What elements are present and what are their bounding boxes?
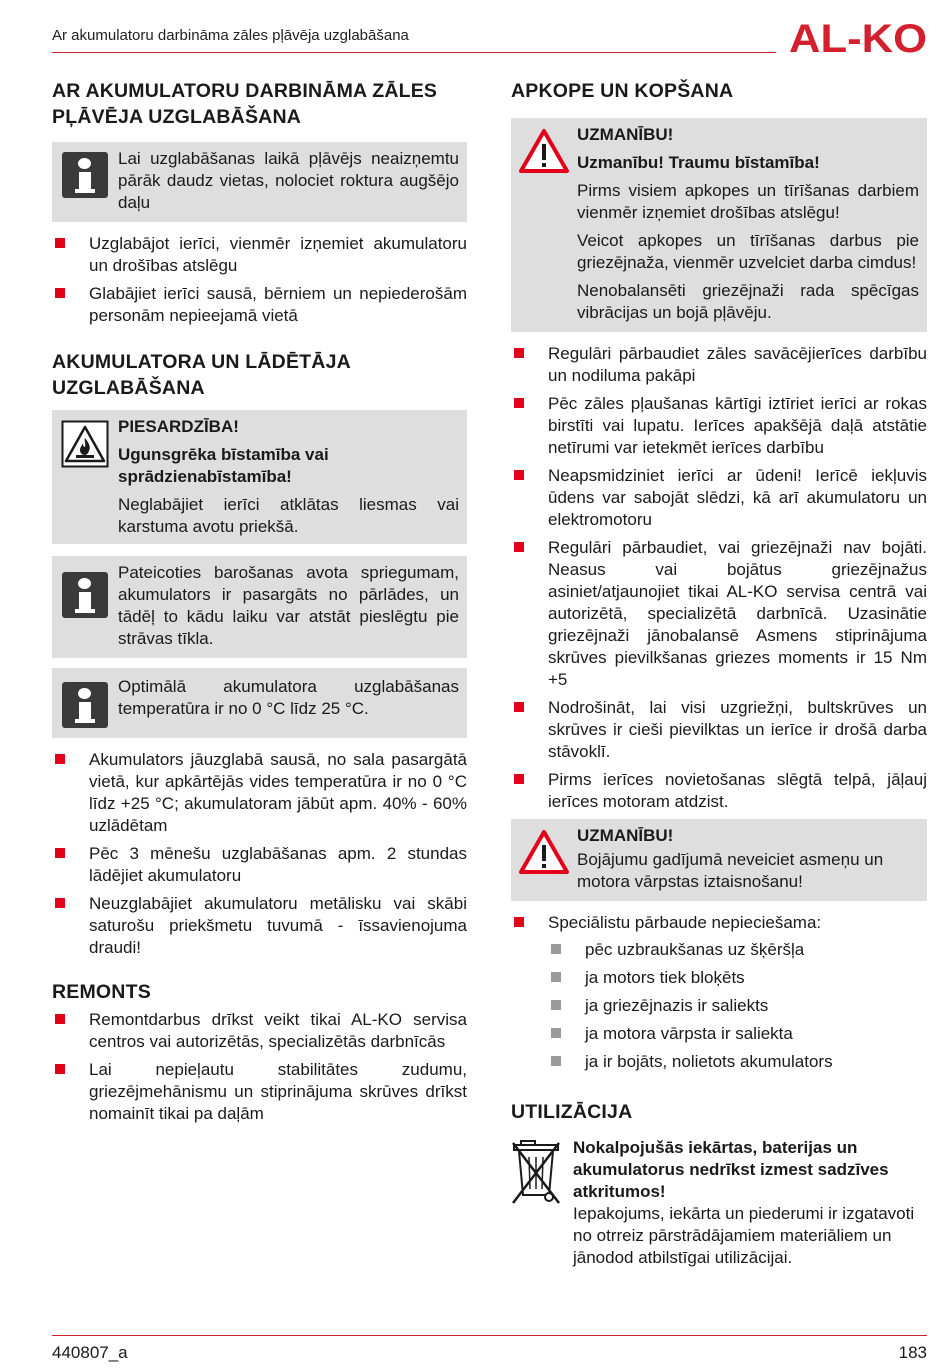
left-column (52, 78, 467, 1131)
battery-note-1: Pateicoties barošanas avota spriegumam, akumulators ir pasargāts no pārlādes, un tādēļ to kādu laiku var atstāt pieslēgtu pie strāvas tīkla. (118, 563, 459, 648)
disposal-warning: Nokalpojušās iekārtas, baterijas un akumulatorus nedrīkst izmest sadzīves atkritumos! (573, 1138, 889, 1201)
storage-heading: AR AKUMULATORU DARBINĀMA ZĀLES PĻĀVĒJA UZGLABĀŠANA (52, 80, 438, 128)
sub-list-item: ja motora vārpsta ir saliekta (548, 1023, 927, 1045)
warning-paragraph: Nenobalansēti griezējnaži rada spēcīgas vibrācijas un bojā pļāvēju. (577, 281, 919, 322)
doc-id: 440807_a (52, 1343, 128, 1362)
warning-paragraph: Pirms visiem apkopes un tīrīšanas darbiem vienmēr izņemiet drošības atslēgu! (577, 181, 919, 222)
battery-heading: AKUMULATORA UN LĀDĒTĀJA UZGLABĀŠANA (52, 351, 351, 399)
list-item: Pēc zāles pļaušanas kārtīgi iztīriet ierīci ar rokas birstīti vai lupatu. Ierīces apakšējā daļā atstātie netīrumi var ietekmēt ierīces darbību (511, 393, 927, 459)
warning2-text: Bojājumu gadījumā neveiciet asmeņu un motora vārpstas iztaisnošanu! (577, 850, 884, 891)
list-item: Pēc 3 mēnešu uzglabāšanas apm. 2 stundas lādējiet akumulatoru (52, 843, 467, 887)
disposal-text: Iepakojums, iekārta un piederumi ir izgatavoti no otrreiz pārstrādājamiem materiāliem un jānodod atbilstīgai utilizācijai. (573, 1204, 915, 1267)
list-item: Regulāri pārbaudiet, vai griezējnaži nav bojāti. Neasus vai bojātus griezējnažus asiniet/atjaunojiet tikai AL-KO servisa centrā vai autorizētā, specializētā darbnīcā. Uzasinātie griezējnaži jānobalansē Asmens stiprinājuma skrūves pievilkšanas griezes moments ir 15 Nm +5 (511, 537, 927, 691)
info-icon (62, 572, 108, 618)
header-divider (52, 52, 776, 53)
warning-box (511, 118, 927, 332)
maintenance-list (511, 343, 927, 813)
warning-triangle-icon (518, 128, 570, 174)
svg-text:AL-KO: AL-KO (789, 18, 927, 58)
list-item: Neuzglabājiet akumulatoru metālisku vai skābi saturošu priekšmetu tuvumā - īssavienojuma draudi! (52, 893, 467, 959)
warning-title: UZMANĪBU! (577, 125, 674, 144)
info-icon (62, 682, 108, 728)
list-item: Glabājiet ierīci sausā, bērniem un nepiederošām personām nepieejamā vietā (52, 283, 467, 327)
page-header-title: Ar akumulatoru darbināma zāles pļāvēja uzglabāšana (52, 27, 409, 44)
disposal-heading: UTILIZĀCIJA (511, 1101, 633, 1123)
crossed-bin-icon (511, 1137, 563, 1205)
list-item: Regulāri pārbaudiet zāles savācējierīces darbību un nodiluma pakāpi (511, 343, 927, 387)
sub-list-item: ja ir bojāts, nolietots akumulators (548, 1051, 927, 1073)
maintenance-heading: APKOPE UN KOPŠANA (511, 80, 734, 102)
alko-logo (789, 18, 927, 58)
sub-list-item: ja griezējnazis ir saliekts (548, 995, 927, 1017)
list-item: Lai nepieļautu stabilitātes zudumu, griezējmehānismu un stiprinājuma skrūves drīkst nomainīt tikai pa daļām (52, 1059, 467, 1125)
caution-text: Neglabājiet ierīci atklātas liesmas vai karstuma avotu priekšā. (118, 495, 459, 536)
caution-subtitle: Ugunsgrēka bīstamība vai sprādzienabīstamība! (118, 445, 329, 486)
specialist-sublist (548, 939, 927, 1073)
disposal-block (511, 1137, 927, 1269)
battery-info-box-2 (52, 668, 467, 738)
battery-note-2: Optimālā akumulatora uzglabāšanas temperatūra ir no 0 °C līdz 25 °C. (118, 677, 459, 718)
warning-box-2 (511, 819, 927, 901)
sub-list-item: pēc uzbraukšanas uz šķēršļa (548, 939, 927, 961)
list-item: Remontdarbus drīkst veikt tikai AL-KO servisa centros vai autorizētās, specializētās darbnīcās (52, 1009, 467, 1053)
list-item: Uzglabājot ierīci, vienmēr izņemiet akumulatoru un drošības atslēgu (52, 233, 467, 277)
battery-info-box-1 (52, 556, 467, 658)
info-icon (62, 152, 108, 198)
specialist-label: Speciālistu pārbaude nepieciešama: (548, 913, 822, 932)
specialist-item (511, 912, 927, 1073)
storage-list (52, 233, 467, 327)
list-item: Pirms ierīces novietošanas slēgtā telpā, jāļauj ierīces motoram atdzist. (511, 769, 927, 813)
warning2-title: UZMANĪBU! (577, 826, 674, 845)
sub-list-item: ja motors tiek bloķēts (548, 967, 927, 989)
battery-list (52, 749, 467, 959)
specialist-list (511, 912, 927, 1073)
storage-note: Lai uzglabāšanas laikā pļāvējs neaizņemtu pārāk daudz vietas, nolociet roktura augšējo daļu (118, 149, 459, 212)
footer-divider (52, 1335, 927, 1336)
warning-subtitle: Uzmanību! Traumu bīstamība! (577, 153, 820, 172)
repairs-list (52, 1009, 467, 1125)
page-number: 183 (898, 1343, 927, 1362)
list-item: Neapsmidziniet ierīci ar ūdeni! Ierīcē iekļuvis ūdens var sabojāt slēdzi, kā arī akumulatoru un elektromotoru (511, 465, 927, 531)
list-item: Akumulators jāuzglabā sausā, no sala pasargātā vietā, kur apkārtējās vides temperatūra ir no 0 °C līdz +25 °C; akumulatoram jābūt apm. 40% - 60% uzlādētam (52, 749, 467, 837)
warning-paragraph: Veicot apkopes un tīrīšanas darbus pie griezējnaža, vienmēr uzvelciet darba cimdus! (577, 231, 919, 272)
storage-info-box (52, 142, 467, 222)
caution-title: PIESARDZĪBA! (118, 417, 239, 436)
caution-box (52, 410, 467, 544)
fire-hazard-icon (61, 420, 109, 468)
right-column (511, 78, 927, 1269)
repairs-heading: REMONTS (52, 981, 151, 1003)
warning-triangle-icon (518, 829, 570, 875)
list-item: Nodrošināt, lai visi uzgriežņi, bultskrūves un skrūves ir cieši pievilktas un ierīce ir drošā darba stāvoklī. (511, 697, 927, 763)
